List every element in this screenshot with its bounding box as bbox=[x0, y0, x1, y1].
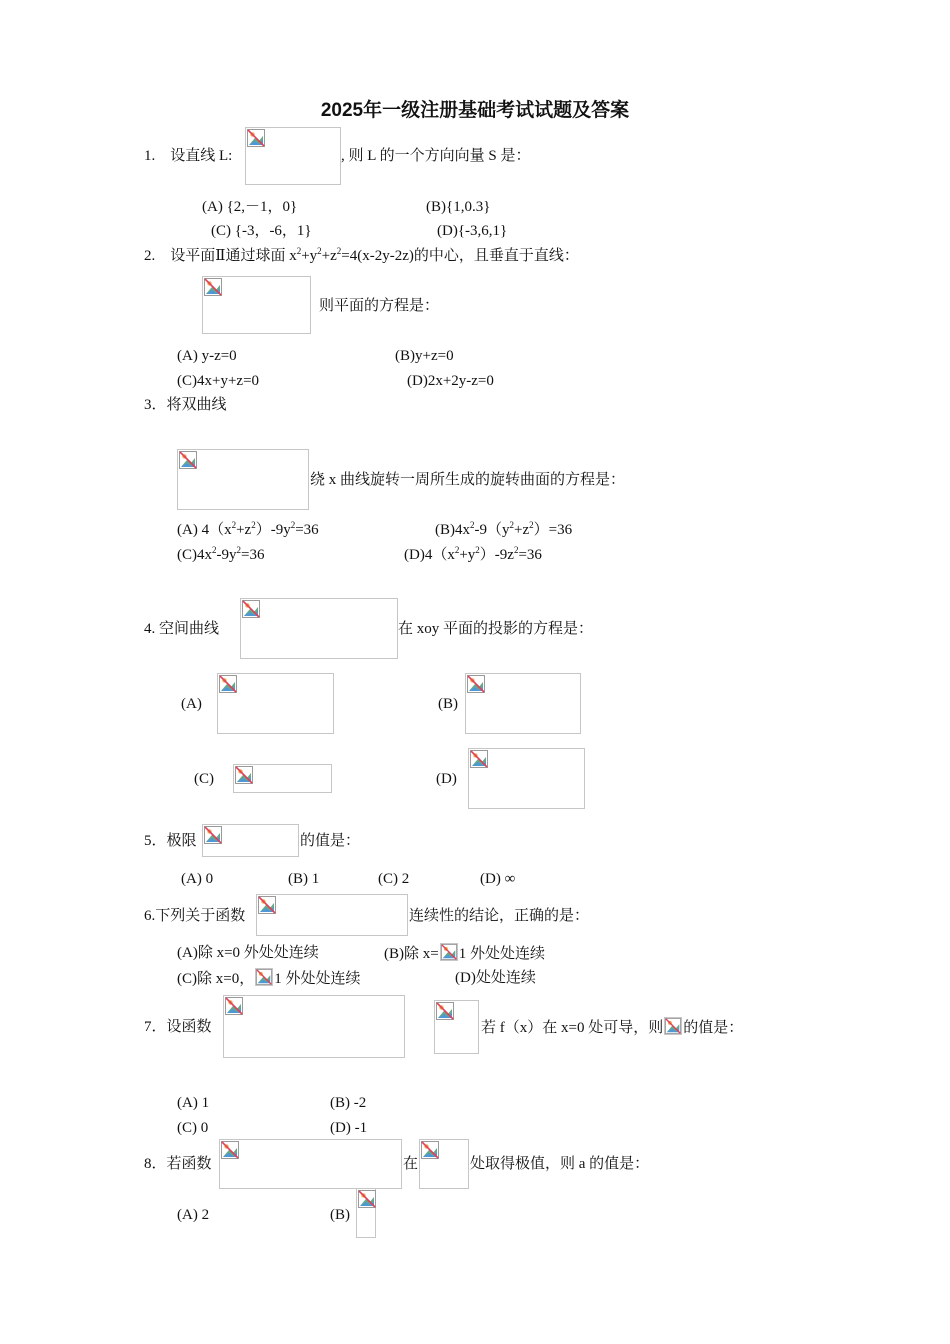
q7-option-d: (D) -1 bbox=[330, 1120, 368, 1136]
q4-option-a-image bbox=[217, 673, 334, 734]
q4-formula-image bbox=[240, 598, 398, 659]
q7-option-c: (C) 0 bbox=[177, 1120, 209, 1136]
q3-stem-tail: 绕 x 曲线旋转一周所生成的旋转曲面的方程是： bbox=[310, 472, 626, 488]
q7-option-b: (B) -2 bbox=[330, 1095, 367, 1111]
q6-option-c-image bbox=[255, 968, 273, 986]
q4-option-d: (D) bbox=[436, 771, 457, 787]
broken-image-icon bbox=[204, 826, 222, 844]
q4-stem-tail: 在 xoy 平面的投影的方程是： bbox=[398, 621, 594, 637]
broken-image-icon bbox=[235, 766, 253, 784]
broken-image-icon bbox=[467, 675, 485, 693]
q6-option-a: (A)除 x=0 外处处连续 bbox=[177, 945, 319, 961]
q2-option-b: (B)y+z=0 bbox=[395, 348, 454, 364]
page-title: 2025年一级注册基础考试试题及答案 bbox=[320, 100, 630, 121]
broken-image-icon bbox=[256, 969, 272, 985]
q1-option-c: (C) {-3，-6，1} bbox=[211, 223, 312, 239]
broken-image-icon bbox=[219, 675, 237, 693]
q1-option-d: (D){-3,6,1} bbox=[437, 223, 508, 239]
q7-stem: 7．设函数 bbox=[144, 1019, 212, 1035]
q4-option-b: (B) bbox=[438, 696, 458, 712]
q5-formula-image bbox=[202, 824, 299, 857]
q8-point-image bbox=[419, 1139, 469, 1189]
broken-image-icon bbox=[358, 1190, 376, 1208]
q6-option-d: (D)处处连续 bbox=[455, 970, 536, 986]
q3-option-d: $(D)4(x^2+y^2)-9z^2=36$ bbox=[404, 545, 542, 563]
q8-formula-image bbox=[219, 1139, 402, 1189]
broken-image-icon bbox=[421, 1141, 439, 1159]
q6-option-c: (C)除 x=0， 1 外处处连续 bbox=[177, 968, 360, 989]
broken-image-icon bbox=[441, 944, 457, 960]
q5-option-a: (A) 0 bbox=[181, 871, 214, 887]
q1-option-a: (A) {2,－1，0} bbox=[202, 199, 298, 215]
q3-option-b: $(B)4x^2-9(y^2+z^2)=36$ bbox=[435, 520, 573, 538]
q3-formula-image bbox=[177, 449, 309, 510]
q2-option-c: (C)4x+y+z=0 bbox=[177, 373, 260, 389]
q4-option-a: (A) bbox=[181, 696, 202, 712]
q8-stem-mid: 在 bbox=[403, 1156, 419, 1172]
q1-stem: 1. 设直线 L: bbox=[144, 148, 233, 164]
q2-option-a: (A) y-z=0 bbox=[177, 348, 237, 364]
broken-image-icon bbox=[225, 997, 243, 1015]
broken-image-icon bbox=[204, 278, 222, 296]
q5-option-b: (B) 1 bbox=[288, 871, 320, 887]
q4-option-c-image bbox=[233, 764, 332, 793]
q3-option-c: $(C)4x^2-9y^2=36$ bbox=[177, 545, 265, 563]
q4-option-b-image bbox=[465, 673, 581, 734]
broken-image-icon bbox=[665, 1018, 681, 1034]
q2-option-d: (D)2x+2y-z=0 bbox=[407, 373, 494, 389]
q7-option-a: (A) 1 bbox=[177, 1095, 210, 1111]
broken-image-icon bbox=[247, 129, 265, 147]
q6-option-b: (B)除 x= 1 外处处连续 bbox=[384, 943, 545, 964]
q8-option-b: (B) bbox=[330, 1207, 350, 1223]
q4-option-c: (C) bbox=[194, 771, 214, 787]
q7-stem-tail: 若 f（x）在 x=0 处可导，则 的值是： bbox=[481, 1017, 743, 1038]
q7-condition-image bbox=[434, 1000, 479, 1054]
q2-stem: 2. 设平面Ⅱ通过球面 $x^2+y^2+z^2=4(x-2y-2z)$的中心，且垂直于直线： bbox=[144, 246, 579, 264]
q5-option-c: (C) 2 bbox=[378, 871, 410, 887]
broken-image-icon bbox=[242, 600, 260, 618]
broken-image-icon bbox=[258, 896, 276, 914]
broken-image-icon bbox=[221, 1141, 239, 1159]
q2-stem-tail: 则平面的方程是： bbox=[319, 298, 440, 314]
q7-formula-image bbox=[223, 995, 405, 1058]
q7-inline-image bbox=[664, 1017, 682, 1035]
q8-option-b-image bbox=[356, 1188, 376, 1238]
q1-option-b: (B){1,0.3} bbox=[426, 199, 491, 215]
q8-stem-tail: 处取得极值，则 a 的值是： bbox=[470, 1156, 650, 1172]
q4-stem: 4. 空间曲线 bbox=[144, 621, 220, 637]
q2-formula-image bbox=[202, 276, 311, 334]
q6-stem: 6.下列关于函数 bbox=[144, 908, 246, 924]
q6-formula-image bbox=[256, 894, 408, 936]
q5-stem: 5．极限 bbox=[144, 833, 197, 849]
q3-option-a: (A) $4(x^2+z^2)-9y^2=36$ bbox=[177, 520, 319, 538]
broken-image-icon bbox=[179, 451, 197, 469]
q8-stem: 8．若函数 bbox=[144, 1156, 212, 1172]
q1-stem-tail: , 则 L 的一个方向向量 S 是： bbox=[341, 148, 531, 164]
q6-option-b-image bbox=[440, 943, 458, 961]
q8-option-a: (A) 2 bbox=[177, 1207, 210, 1223]
q3-stem: 3．将双曲线 bbox=[144, 397, 227, 413]
broken-image-icon bbox=[470, 750, 488, 768]
q1-formula-image bbox=[245, 127, 341, 185]
broken-image-icon bbox=[436, 1002, 454, 1020]
q5-option-d: (D) ∞ bbox=[480, 871, 516, 887]
q4-option-d-image bbox=[468, 748, 585, 809]
q5-stem-tail: 的值是： bbox=[300, 833, 361, 849]
q6-stem-tail: 连续性的结论，正确的是： bbox=[409, 908, 590, 924]
